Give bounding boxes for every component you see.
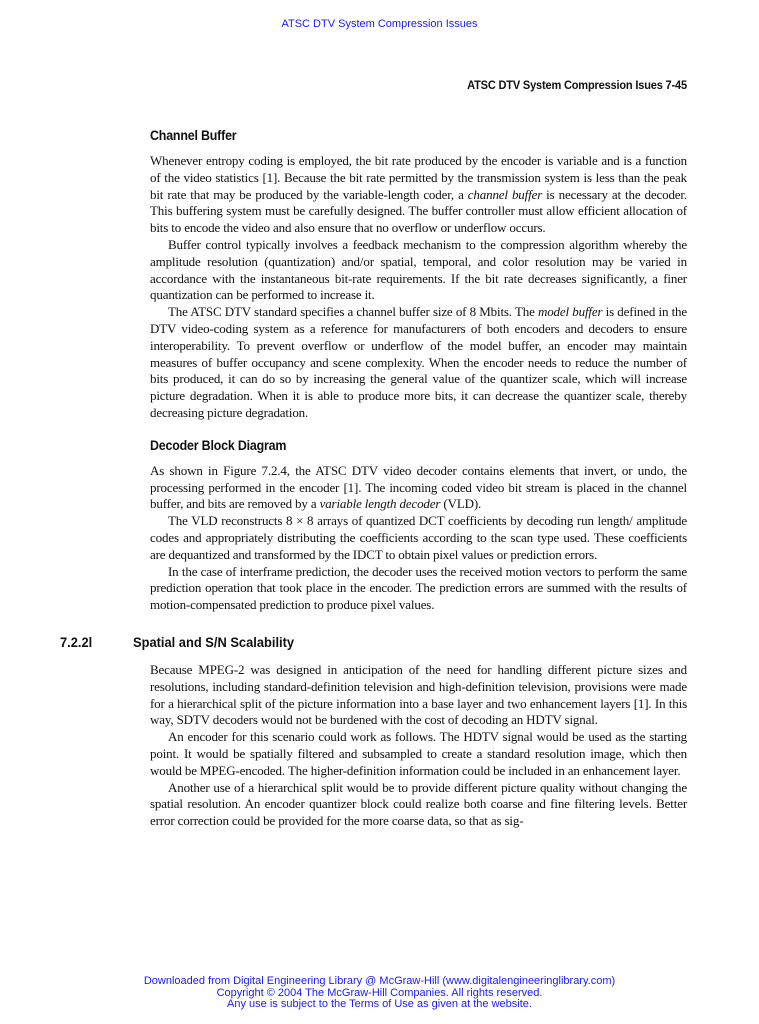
decoder-block-paragraph-2: The VLD reconstructs 8 × 8 arrays of quantized DCT coefficients by decoding run length/ amplitude codes and appropriately distributing the coefficients according to the scan type used. These coefficients are dequantized and transformed by the IDCT to obtain pixel values or prediction errors. <box>150 513 687 562</box>
channel-buffer-paragraph-1: Whenever entropy coding is employed, the bit rate produced by the encoder is variable and is a function of the video statistics [1]. Because the bit rate permitted by the transmission system is less than the peak bit rate that may be produced by the variable-length coder, a channel buffer is necessary at the decoder. This buffering system must be carefully designed. The buffer controller must allow efficient allocation of bits to encode the video and also ensure that no overflow or underflow occurs. <box>150 153 687 236</box>
page-content <box>60 128 687 830</box>
channel-buffer-heading: Channel Buffer <box>150 128 237 143</box>
footer-copyright-link[interactable]: Copyright © 2004 The McGraw-Hill Companies. All rights reserved. <box>216 986 543 999</box>
model-buffer-term: model buffer <box>537 304 603 320</box>
channel-buffer-paragraph-2: Buffer control typically involves a feedback mechanism to the compression algorithm whereby the amplitude resolution (quantization) and/or spatial, temporal, and color resolution may be varied in accordance with the instantaneous bit-rate requirements. If the bit rate decreases significantly, a finer quantization can be performed to increase it. <box>150 236 687 303</box>
footer-terms-link[interactable]: Any use is subject to the Terms of Use as given at the website. <box>227 998 532 1010</box>
running-head: ATSC DTV System Compression Isues 7-45 <box>467 78 687 92</box>
footer-download-link[interactable]: Downloaded from Digital Engineering Library @ McGraw-Hill (www.digitalengineeringlibrary.com) <box>143 975 616 987</box>
top-link[interactable]: ATSC DTV System Compression Issues <box>281 18 478 30</box>
channel-buffer-section <box>150 128 687 422</box>
decoder-block-paragraph-3: In the case of interframe prediction, the decoder uses the received motion vectors to perform the same prediction operation that took place in the encoder. The prediction errors are summed with the results of motion-compensated prediction to produce pixel values. <box>150 563 687 613</box>
section-number: 7.2.2l <box>60 633 93 650</box>
decoder-block-heading: Decoder Block Diagram <box>150 437 287 453</box>
vld-term: variable length decoder <box>319 496 441 512</box>
scalability-paragraph-2: An encoder for this scenario could work as follows. The HDTV signal would be used as the starting point. It would be spatially filtered and subsampled to create a standard resolution image, which then would be MPEG-encoded. The higher-definition information could be included in an enhancement layer. <box>150 729 687 778</box>
channel-buffer-term: channel buffer <box>467 186 543 202</box>
decoder-block-paragraph-1: As shown in Figure 7.2.4, the ATSC DTV video decoder contains elements that invert, or undo, the processing performed in the encoder [1]. The incoming coded video bit stream is placed in the channel buffer, and bits are removed by a variable length decoder (VLD). <box>150 462 687 512</box>
decoder-block-section <box>150 438 687 614</box>
section-title: Spatial and S/N Scalability <box>133 633 295 650</box>
section-heading <box>60 633 687 652</box>
footer <box>0 976 759 1011</box>
scalability-paragraph-1: Because MPEG-2 was designed in anticipation of the need for handling different picture sizes and resolutions, including standard-definition television and high-definition television, provisions were made for a hierarchical split of the picture information into a base layer and two enhancement layers [1]. In this way, SDTV decoders would not be burdened with the cost of decoding an HDTV signal. <box>150 661 687 728</box>
scalability-paragraph-3: Another use of a hierarchical split would be to provide different picture quality without changing the spatial resolution. An encoder quantizer block could realize both coarse and fine filtering levels. Better error correction could be provided for the more coarse data, so that as sig- <box>150 779 687 829</box>
channel-buffer-paragraph-3: The ATSC DTV standard specifies a channel buffer size of 8 Mbits. The model buffer is defined in the DTV video-coding system as a reference for manufacturers of both encoders and decoders to ensure interoperability. To prevent overflow or underflow of the model buffer, an encoder may maintain measures of buffer occupancy and scene complexity. When the encoder needs to reduce the number of bits produced, it can do so by increasing the general value of the quantizer scale, which will increase picture degradation. When it is able to produce more bits, it can decrease the quantizer scale, thereby decreasing picture degradation. <box>150 304 687 420</box>
